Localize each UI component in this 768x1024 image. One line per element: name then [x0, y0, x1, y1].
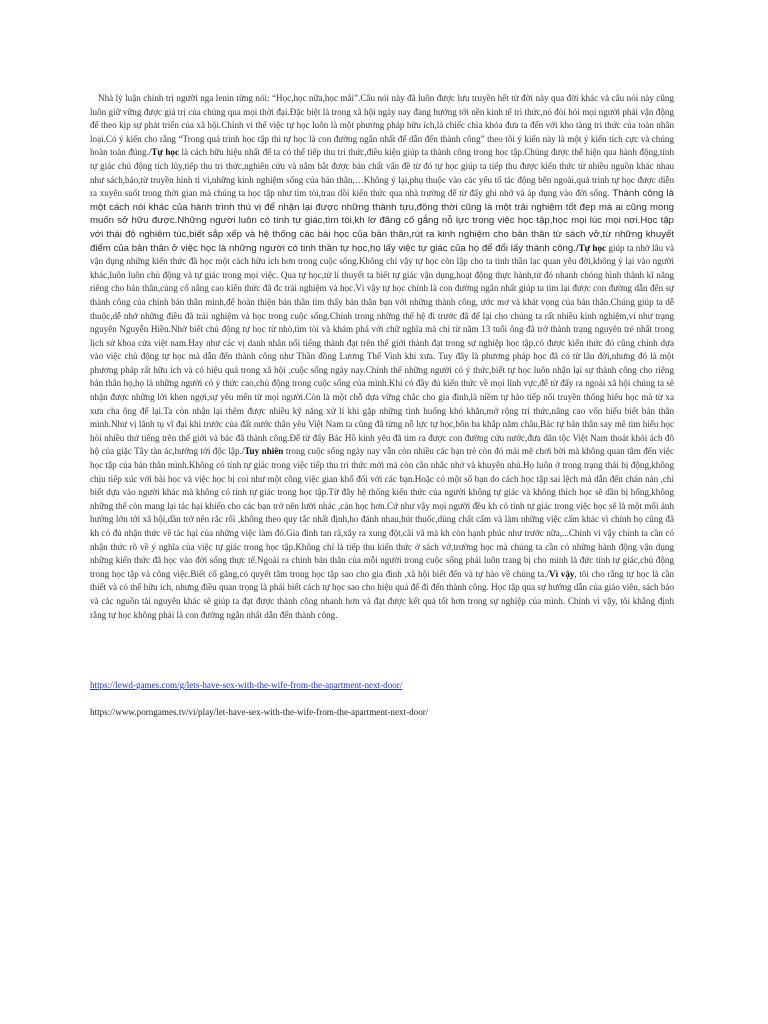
essay-text-benefits: giúp ta nhớ lâu và vận dụng những kiến thức đã học một cách hữu ích hơn trong cuộc sống.Không chỉ vậy tự học còn lập cho ta tinh thần lạc quan yêu đời,không ỷ lại vào người khác,luôn luôn chủ động và tự giác trong mọi việc. Qua tự học,từ lí thuyết ta biết tự giác vận dụng,hoạt động thực hành,từ đó nhanh chóng hình thành kĩ năng riêng cho bản thân,củng cố nâng cao kiến thức đã đc trải nghiệm và học.Vì vậy tự học chính là con đường ngắn nhất giúp ta tìm lại được con đường dẫn đến sự thành công của chính bản thân mình,để hoàn thiện bản thân tìm thấy bản thân bạn với những thành công, ước mơ và khát vọng của bản thân.Chúng giúp ta dễ thuộc,dễ nhớ những điều đã trải nghiệm và học trong cuộc sống.Chính trong những thế hệ đi trước đã để lại cho chúng ta rất nhiều kinh nghiệm,ví như trạng nguyên Nguyễn Hiền.Nhờ biết chủ động tự học từ nhỏ,tìm tòi và khám phá với chữ nghĩa mà chỉ từ năm 13 tuổi ông đã trở thành trạng nguyên trẻ nhất trong lịch sử khoa cửa việt nam.Hay như các vị danh nhân nổi tiếng thành đạt trên thế giới thành đạt trong sự nghiệp học tập,có được kiến thức đó cũng chính dựa vào việc chủ động tự học mà dẫn đến thành công như Thần đồng Lương Thế Vinh khi xưa. Tuy đây là phương pháp học đã có từ lâu đời,nhưng đó là một phương pháp rất hữu ích và có hiệu quả trong xã hội ,cuộc sống ngày nay.Chính thế những người có ý thức,biết tự học luôn nhận lại sự thành công cho riêng bản thân họ,họ là những người có ý thức cao,chủ động trong cuộc sống của mình.Khi có đầy đủ kiến thức về mọi lĩnh vực,để từ đấy ra ngoài xã hội chúng ta sẽ nhận được những lời khen ngợi,sự yêu mến từ mọi người.Còn là một chỗ dựa vững chắc cho gia đình,là niềm tự hào tiếp nối truyền thống hiếu học mà từ xa xưa cha ông để lại.Ta còn nhận lại thêm được nhiều kỹ năng xử lí khi gặp những tình huống khó khăn,mở rộng tri thức,nâng cao vốn hiểu biết bản thân mình.Như vị lãnh tụ vĩ đại khi trước của đất nước thân yêu Việt Nam ta cũng đã từng nỗ lực tự học,bôn ba khắp năm châu,Bác tự bản thân say mê tìm hiểu học hỏi nhiều thứ tiếng trên thế giới và bác đã thành công.Để từ đấy Bác Hồ kính yêu đã tìm ra được con đường cứu nước,đưa dân tộc Việt Nam thoát khỏi ách đô hộ của giặc Tây tàn ác,hướng tới độc lập./	[90, 242, 675, 457]
bold-term-tu-hoc-2: Tự học	[578, 242, 607, 253]
essay-text-conclusion: , tôi cho rằng tự học là cần thiết và có thể hữu ích, nhưng điều quan trọng là phải biết cách tự học sao cho hiệu quả để đi đến thành công. Học tập qua sự hướng dẫn của giáo viên, sách báo và các nguồn tài nguyên khác sẽ giúp ta đạt được thành công nhanh hơn và đạt được kết quả tốt hơn trong sự nghiệp của mình. Chính vì vậy, tôi khẳng định rằng tự học không phải là con đường ngắn nhất dẫn đến thành công.	[90, 568, 674, 620]
external-link[interactable]: https://lewd-games.com/g/lets-have-sex-with-the-wife-from-the-apartment-next-door/	[90, 680, 403, 690]
essay-text-definition: là cách hữu hiệu nhất để ta có thể tiếp thu tri thức,điều kiện giúp ta thành công trong học tập.Chúng được thể hiện qua hành động,tính tự giác chủ động tích lũy,tiếp thu tri thức,nghiên cứu và nắm bắt được bản chất vấn đề từ đó tự học giúp ta tiếp thu được kiến thức từ nhiều nguồn khác nhau như sách,báo,từ truyền hình ti vi,những kinh nghiệm sống của bản thân,…Không ý lại,phụ thuộc vào các yếu tố tác động bên ngoài,quá trình tự học được diễn ra xuyên suốt trong thời gian mà chúng ta học tập như tìm tòi,trau dồi kiến thức qua nhà trường để từ đấy ghi nhớ và áp dụng vào đời sống.	[90, 147, 674, 199]
document-body	[90, 92, 674, 622]
essay-text-alt-font: Thành công là một cách nói khác của hành trình thú vị để nhận lại được những thành tựu,đồng thời cũng là một trải nghiệm tốt đẹp mà ai cũng mong muốn sở hữu được.Những người luôn có tính tự giác,tìm tòi,kh lơ đãng cố gắng nỗ lực trong việc học tập,học mọi lúc mọi nơi.Học tập với thái độ nghiêm túc,biết sắp xếp và hệ thống các bài học của bản thân,rút ra kinh nghiệm cho bản thân từ sách vở,từ những khuyết điểm của bản thân ở việc học là những người có tinh thần tự học,họ lấy việc tự giác của họ để đổi lấy thành công./	[90, 188, 674, 254]
essay-text-however: trong cuộc sống ngày nay vẫn còn nhiều các bạn trẻ còn đó mải mê chơi bời mà không quan tâm đến việc học tập của bản thân mình.Không có tính tự giác trong việc tiếp thu tri thức mới mà còn cần nhắc nhở và khuyên nhủ.Họ luôn ở trong trạng thái bị động,không chịu tiếp xúc với bài học và việc học bị coi như một công việc gian khổ đối với các bạn.Hoặc có một số bạn do cách học tập sai lệch mà dẫn đến chán nản ,chỉ biết dựa vào người khác mà không có tính tự giác trong học tập.Từ đây hệ thống kiến thức của người không tự giác và không thích học sẽ dần bị hổng,không những thế còn mang lại tác hại khiến cho các bạn trở nên lười nhác ,cản học hơn.Cứ như vậy mọi người đều kh có tính tự giác trong việc học sẽ là một mối ảnh hưởng lớn tới xã hội,dần trở nên rắc rối ,không theo quy tắc nhất định,ho đánh nhau,hút thuốc,dùng chất cấm và làm những việc cấm khác vì chính họ cũng đã kh có đủ nhận thức về tác hại của những việc làm đó.Gia đình tan rã,xây ra xung đột,cãi vã mà kh còn hạnh phúc như trước nữa,...Chính vì vậy chính ta cần có nhận thức rõ về ý nghĩa của việc tự giác trong học tập.Không chỉ là tiếp thu kiến thức ở sách vở,trường học mà chúng ta cần có những hành động vận dụng những kiến thức đã học vào đời sống thực tế.Ngoài ra chính bản thân của mỗi người trong cuộc sống phải luôn trang bị cho mình là đức tính tự giác,chủ động trong học tập và công việc.Biết cố gắng,có quyết tâm trong học tập sao cho gia đình ,xã hội biết đến và tự hào về chúng ta./	[90, 446, 675, 579]
essay-text-intro: Nhà lý luận chính trị người nga lenin từng nói: “Học,học nữa,học mãi”.Câu nói này đã luôn được lưu truyền hết từ đời này qua đời khác và câu nói này cũng luôn giữ vững được giá trị của chúng qua mọi thời đại.Đặc biệt là trong xã hội ngày nay đang hướng tới nền kinh tế tri thức,nó đòi hỏi mọi người phải vận động để theo kịp sự phát triển của xã hội.Chính vì thế việc tự học luôn là một phương pháp hữu ích,là chiếc chìa khóa đưa ta đến với kho tàng tri thức của toàn nhân loại.Có ý kiến cho rằng “Trong quá trình học tập thì tự học là con đường ngắn nhất để dẫn đến thành công” theo tôi ý kiến này là một ý kiến tích cực và chúng hoàn toàn đúng./	[90, 93, 674, 158]
bold-term-tu-hoc-1: Tự học	[151, 147, 179, 158]
bold-term-vi-vay: Vì vậy	[549, 568, 575, 579]
plain-url-text: https://www.porngames.tv/vi/play/let-have-sex-with-the-wife-from-the-apartment-next-door/	[90, 707, 429, 717]
bold-term-tuy-nhien: Tuy nhiên	[244, 446, 284, 457]
essay-paragraph	[90, 92, 674, 622]
